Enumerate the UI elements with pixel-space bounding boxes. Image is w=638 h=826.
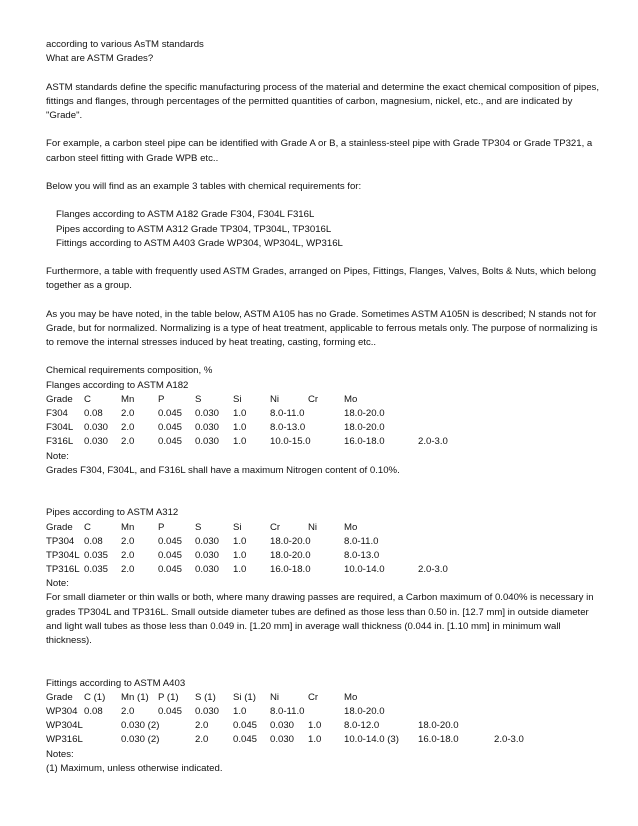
cell: 0.030 — [195, 706, 220, 718]
document-page — [46, 38, 606, 776]
cell: TP304L — [46, 549, 80, 561]
cell: 0.030 (2) — [121, 734, 160, 746]
cell: 0.08 — [84, 535, 103, 547]
fittings-header-si: Si (1) — [233, 691, 256, 703]
cell: F304 — [46, 408, 68, 420]
paragraph-grades-table: Furthermore, a table with frequently used ASTM Grades, arranged on Pipes, Fittings, Flanges, Valves, Bolts & Nuts, which belong together as a group. — [46, 266, 597, 292]
cell: 2.0-3.0 — [418, 436, 448, 448]
cell: 2.0 — [195, 720, 209, 732]
flanges-row-f304l — [46, 421, 606, 435]
cell: 10.0-15.0 — [270, 436, 311, 448]
cell: 0.030 — [270, 720, 295, 732]
cell: 16.0-18.0 — [270, 564, 311, 576]
cell: 8.0-12.0 — [344, 720, 380, 732]
cell: 1.0 — [308, 734, 322, 746]
cell: 0.045 — [233, 734, 258, 746]
flanges-header-cr: Cr — [308, 393, 319, 405]
cell: 0.045 — [158, 422, 183, 434]
flanges-header-ni: Ni — [270, 393, 280, 405]
cell: 0.045 — [158, 564, 183, 576]
cell: F304L — [46, 422, 74, 434]
cell: 8.0-11.0 — [270, 706, 305, 718]
cell: 18.0-20.0 — [418, 720, 459, 732]
cell: 8.0-13.0 — [270, 422, 306, 434]
cell: 10.0-14.0 (3) — [344, 734, 399, 746]
cell: 0.045 — [158, 549, 183, 561]
cell: TP316L — [46, 564, 80, 576]
cell: 2.0 — [195, 734, 209, 746]
cell: 0.030 — [195, 408, 220, 420]
cell: 2.0 — [121, 408, 135, 420]
cell: 0.045 — [158, 436, 183, 448]
cell: 18.0-20.0 — [270, 535, 311, 547]
flanges-header-si: Si — [233, 393, 242, 405]
flanges-note: Grades F304, F304L, and F316L shall have a maximum Nitrogen content of 0.10%. — [46, 464, 400, 476]
paragraph-standards: ASTM standards define the specific manufacturing process of the material and determine the exact chemical composition of pipes, fittings and flanges, through percentages of the permitted quantities of carbon, magnesium, nickel, etc., and are indicated by "Grade". — [46, 81, 599, 121]
cell: 0.030 — [84, 436, 109, 448]
fittings-header-mn: Mn (1) — [121, 691, 149, 703]
intro-line: according to various AsTM standards — [46, 39, 204, 50]
cell: 2.0 — [121, 706, 135, 718]
cell: 0.035 — [84, 564, 109, 576]
fittings-header-mo: Mo — [344, 691, 358, 703]
fittings-header-p: P (1) — [158, 691, 179, 703]
pipes-header-p: P — [158, 521, 165, 533]
cell: WP304L — [46, 720, 83, 732]
cell: 2.0-3.0 — [494, 734, 524, 746]
pipes-header-mo: Mo — [344, 521, 358, 533]
cell: 2.0 — [121, 436, 135, 448]
cell: 1.0 — [233, 564, 247, 576]
flanges-note-label: Note: — [46, 450, 69, 462]
fittings-header-grade: Grade — [46, 691, 73, 703]
cell: 0.035 — [84, 549, 109, 561]
cell: 8.0-13.0 — [344, 549, 380, 561]
pipes-note-label: Note: — [46, 578, 69, 590]
pipes-header-cr: Cr — [270, 521, 281, 533]
cell: 0.030 — [195, 535, 220, 547]
cell: 0.08 — [84, 408, 103, 420]
fittings-row-wp316l — [46, 733, 606, 747]
pipes-row-tp316l — [46, 563, 606, 577]
cell: 1.0 — [308, 720, 322, 732]
flanges-header-p: P — [158, 393, 165, 405]
chemical-requirements-title: Chemical requirements composition, % — [46, 365, 213, 377]
flanges-row-f304 — [46, 407, 606, 421]
flanges-header-s: S — [195, 393, 202, 405]
fittings-header-row — [46, 691, 606, 705]
pipes-note: For small diameter or thin walls or both, where many drawing passes are required, a Carbon maximum of 0.040% is necessary in grades TP304L and TP316L. Small outside diameter tubes are defined as those less than 0.50 in. [12.7 mm] in outside diameter and light wall tubes as those less than 0.049 in. [1.20 mm] in average wall thickness (0.044 in. [1.10 mm] in minimum wall thickness). — [46, 592, 594, 647]
fittings-header-c: C (1) — [84, 691, 106, 703]
pipes-header-mn: Mn — [121, 521, 135, 533]
flanges-header-c: C — [84, 393, 91, 405]
cell: 2.0 — [121, 535, 135, 547]
cell: 1.0 — [233, 408, 247, 420]
cell: 1.0 — [233, 706, 247, 718]
cell: 0.030 — [270, 734, 295, 746]
cell: 8.0-11.0 — [344, 535, 379, 547]
pipes-row-tp304l — [46, 549, 606, 563]
cell: 0.030 (2) — [121, 720, 160, 732]
pipes-table-title: Pipes according to ASTM A312 — [46, 507, 179, 519]
pipes-header-s: S — [195, 521, 202, 533]
pipes-header-si: Si — [233, 521, 242, 533]
section-heading: What are ASTM Grades? — [46, 53, 154, 65]
paragraph-tables-intro: Below you will find as an example 3 tables with chemical requirements for: — [46, 180, 362, 192]
pipes-header-row — [46, 521, 606, 535]
cell: 0.030 — [195, 549, 220, 561]
fittings-note-1: (1) Maximum, unless otherwise indicated. — [46, 762, 223, 774]
cell: 16.0-18.0 — [344, 436, 385, 448]
pipes-row-tp304 — [46, 535, 606, 549]
pipes-header-ni: Ni — [308, 521, 318, 533]
cell: 2.0 — [121, 549, 135, 561]
fittings-header-ni: Ni — [270, 691, 280, 703]
flanges-header-mn: Mn — [121, 393, 135, 405]
cell: 18.0-20.0 — [344, 422, 385, 434]
cell: 0.08 — [84, 706, 103, 718]
flanges-header-mo: Mo — [344, 393, 358, 405]
cell: WP316L — [46, 734, 83, 746]
pipes-header-grade: Grade — [46, 521, 73, 533]
flanges-header-grade: Grade — [46, 393, 73, 405]
list-item-flanges: Flanges according to ASTM A182 Grade F304, F304L F316L — [56, 209, 315, 221]
pipes-header-c: C — [84, 521, 91, 533]
cell: 2.0 — [121, 422, 135, 434]
cell: TP304 — [46, 535, 75, 547]
fittings-row-wp304l — [46, 719, 606, 733]
paragraph-normalizing: As you may be have noted, in the table below, ASTM A105 has no Grade. Sometimes ASTM A105N is described; N stands not for Grade, but for normalized. Normalizing is a type of heat treatment, applicable to ferrous metals only. The purpose of normalizing is to remove the internal stresses induced by heat treating, casting, forming etc.. — [46, 308, 598, 349]
cell: 1.0 — [233, 436, 247, 448]
cell: 1.0 — [233, 535, 247, 547]
fittings-table-title: Fittings according to ASTM A403 — [46, 677, 186, 689]
cell: 0.030 — [195, 436, 220, 448]
cell: 0.030 — [195, 422, 220, 434]
fittings-header-s: S (1) — [195, 691, 216, 703]
cell: 18.0-20.0 — [270, 549, 311, 561]
list-item-pipes: Pipes according to ASTM A312 Grade TP304, TP304L, TP3016L — [56, 223, 332, 235]
cell: 18.0-20.0 — [344, 706, 385, 718]
flanges-header-row — [46, 393, 606, 407]
cell: 1.0 — [233, 422, 247, 434]
fittings-notes-label: Notes: — [46, 748, 74, 760]
cell: 18.0-20.0 — [344, 408, 385, 420]
cell: 0.045 — [158, 535, 183, 547]
paragraph-example: For example, a carbon steel pipe can be identified with Grade A or B, a stainless-steel pipe with Grade TP304 or Grade TP321, a carbon steel fitting with Grade WPB etc.. — [46, 138, 593, 164]
cell: WP304 — [46, 706, 78, 718]
cell: 0.030 — [84, 422, 109, 434]
cell: 0.045 — [158, 706, 183, 718]
cell: 1.0 — [233, 549, 247, 561]
cell: 0.045 — [158, 408, 183, 420]
list-item-fittings: Fittings according to ASTM A403 Grade WP304, WP304L, WP316L — [56, 237, 343, 249]
cell: 8.0-11.0 — [270, 408, 305, 420]
cell: 0.045 — [233, 720, 258, 732]
fittings-row-wp304 — [46, 705, 606, 719]
cell: 2.0 — [121, 564, 135, 576]
cell: F316L — [46, 436, 74, 448]
fittings-header-cr: Cr — [308, 691, 319, 703]
flanges-row-f316l — [46, 435, 606, 449]
cell: 10.0-14.0 — [344, 564, 385, 576]
cell: 2.0-3.0 — [418, 564, 448, 576]
cell: 0.030 — [195, 564, 220, 576]
cell: 16.0-18.0 — [418, 734, 459, 746]
flanges-table-title: Flanges according to ASTM A182 — [46, 379, 189, 391]
